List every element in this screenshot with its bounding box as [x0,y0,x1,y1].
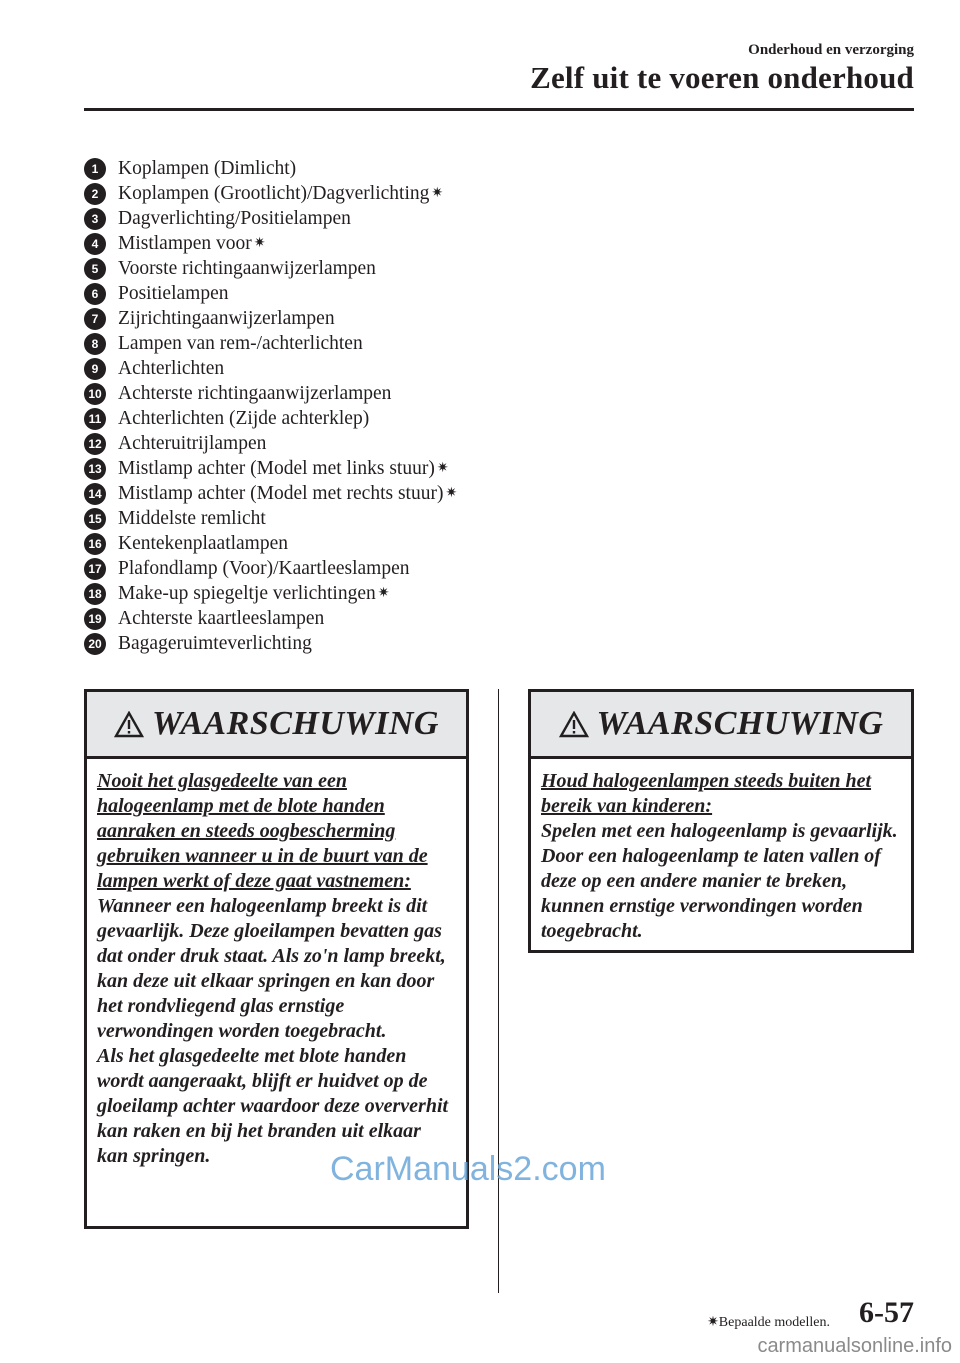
warning-paragraph: Spelen met een halogeenlamp is gevaarlijk. Door een halogeenlamp te laten vallen of deze op een andere manier te breken, kunnen ernstige verwondingen worden toegebracht. [541,820,898,942]
item-label: Lampen van rem-/achterlichten [118,332,363,354]
item-number-badge: 7 [84,308,106,330]
item-number-badge: 4 [84,233,106,255]
item-number-badge: 17 [84,558,106,580]
warning-header [531,692,911,759]
item-number-badge: 5 [84,258,106,280]
model-specific-star: ✷ [431,186,444,201]
item-number-badge: 14 [84,483,106,505]
warning-text [87,759,466,1179]
model-specific-star: ✷ [377,586,390,601]
list-item [84,531,457,556]
item-label: Positielampen [118,282,229,304]
list-item [84,606,457,631]
item-number-badge: 13 [84,458,106,480]
item-label: Achterlichten (Zijde achterklep) [118,407,370,429]
list-item [84,281,457,306]
item-label: Koplampen (Grootlicht)/Dagverlichting [118,182,430,204]
item-number-badge: 15 [84,508,106,530]
warning-paragraph: Wanneer een halogeenlamp breekt is dit gevaarlijk. Deze gloeilampen bevatten gas dat onder druk staat. Als zo'n lamp breekt, kan deze uit elkaar springen en kan door het rondvliegend glas ernstige verwondingen worden toegebracht. [97,895,446,1042]
item-number-badge: 6 [84,283,106,305]
item-label: Mistlamp achter (Model met rechts stuur) [118,482,444,504]
model-specific-star: ✷ [436,461,449,476]
warning-heading: Nooit het glasgedeelte van een halogeenlamp met de blote handen aanraken en steeds oogbescherming gebruiken wanneer u in de buurt van de lampen werkt of deze gaat vastnemen: [97,770,428,892]
column-divider [498,689,499,1293]
page-title: Zelf uit te voeren onderhoud [530,60,914,95]
item-label: Achterste kaartleeslampen [118,607,325,629]
warning-header [87,692,466,759]
list-item [84,181,457,206]
model-specific-star: ✷ [445,486,458,501]
warning-title: WAARSCHUWING [596,705,884,742]
site-watermark: carmanualsonline.info [757,1335,952,1357]
item-number-badge: 1 [84,158,106,180]
warning-box-right [528,689,914,953]
item-label: Achteruitrijlampen [118,432,267,454]
item-number-badge: 20 [84,633,106,655]
item-label: Zijrichtingaanwijzerlampen [118,307,335,329]
item-label: Voorste richtingaanwijzerlampen [118,257,376,279]
item-number-badge: 9 [84,358,106,380]
list-item [84,331,457,356]
page-number: 6-57 [859,1296,914,1329]
item-label: Kentekenplaatlampen [118,532,289,554]
footnote: ✷Bepaalde modellen. [707,1315,830,1330]
warning-text [531,759,911,954]
item-number-badge: 11 [84,408,106,430]
list-item [84,206,457,231]
warning-triangle-icon [559,711,589,738]
item-number-badge: 16 [84,533,106,555]
list-item [84,406,457,431]
list-item [84,506,457,531]
warning-heading: Houd halogeenlampen steeds buiten het bereik van kinderen: [541,770,872,817]
item-label: Achterlichten [118,357,225,379]
item-label: Plafondlamp (Voor)/Kaartleeslampen [118,557,410,579]
item-label: Mistlampen voor [118,232,252,254]
item-number-badge: 18 [84,583,106,605]
warning-box-left [84,689,469,1229]
item-number-badge: 2 [84,183,106,205]
item-label: Mistlamp achter (Model met links stuur) [118,457,435,479]
watermark: CarManuals2.com [330,1150,606,1188]
item-label: Achterste richtingaanwijzerlampen [118,382,392,404]
list-item [84,356,457,381]
item-number-badge: 8 [84,333,106,355]
lamp-list [84,156,457,656]
item-number-badge: 19 [84,608,106,630]
warning-triangle-icon [114,711,144,738]
list-item [84,556,457,581]
item-label: Bagageruimteverlichting [118,632,312,654]
list-item [84,156,457,181]
item-number-badge: 3 [84,208,106,230]
item-number-badge: 12 [84,433,106,455]
list-item [84,581,457,606]
list-item [84,456,457,481]
list-item [84,631,457,656]
model-specific-star: ✷ [253,236,266,251]
list-item [84,256,457,281]
list-item [84,431,457,456]
item-label: Middelste remlicht [118,507,266,529]
item-number-badge: 10 [84,383,106,405]
header-rule [84,108,914,111]
item-label: Make-up spiegeltje verlichtingen [118,582,376,604]
warning-title: WAARSCHUWING [152,705,439,742]
list-item [84,481,457,506]
list-item [84,381,457,406]
list-item [84,231,457,256]
warning-paragraph-2: Als het glasgedeelte met blote handen wordt aangeraakt, blijft er huidvet op de gloeilamp achter waardoor deze oververhit kan raken en bij het branden uit elkaar kan springen. [97,1045,449,1167]
list-item [84,306,457,331]
section-title: Onderhoud en verzorging [748,42,914,58]
item-label: Koplampen (Dimlicht) [118,157,297,179]
item-label: Dagverlichting/Positielampen [118,207,351,229]
